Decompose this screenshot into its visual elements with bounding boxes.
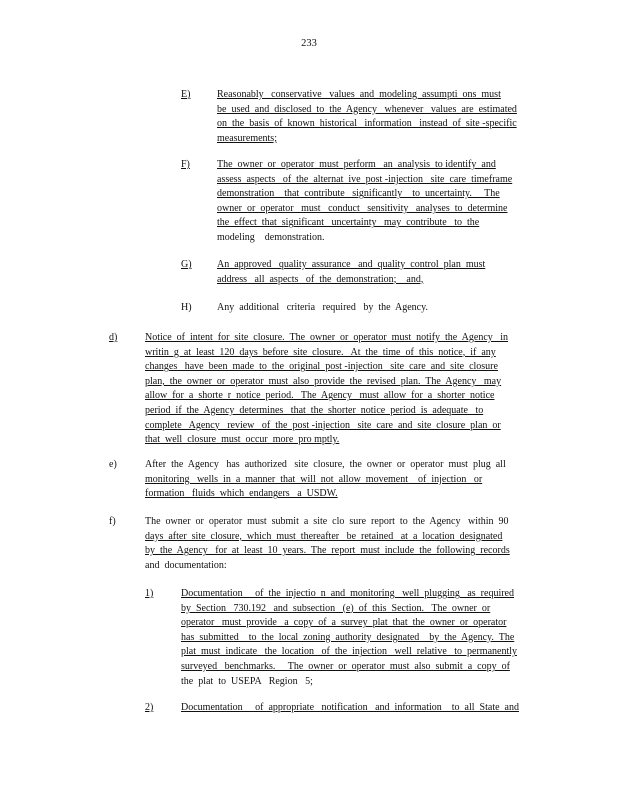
text-line: Notice of intent for site closure. The owner or operator must notify the Agency in — [145, 332, 509, 343]
text-line: measurements; — [217, 132, 277, 144]
item-text — [217, 158, 512, 246]
text-line: allow for a shorte r notice period. The Agency must allow for a shorter notice — [145, 390, 495, 402]
page-number: 233 — [301, 38, 317, 49]
text-line: An approved quality assurance and quality control plan must — [217, 259, 486, 270]
text-line: The owner or operator must submit a site clo sure report to the Agency within 90 — [145, 516, 509, 527]
text-line: has submitted to the local zoning authority designated by the Agency. The — [181, 631, 515, 643]
text-line: After the Agency has authorized site closure, the owner or operator must plug all — [145, 459, 506, 470]
text-line: owner or operator must conduct sensitivity analyses to determine — [217, 202, 508, 214]
item-text — [181, 701, 519, 716]
item-label: d) — [109, 332, 118, 343]
text-line: days after site closure, which must thereafter be retained at a location designated — [145, 530, 503, 542]
item-label: 2) — [145, 702, 154, 713]
text-line: Reasonably conservative values and modeling assumpti ons must — [217, 89, 501, 100]
text-line: modeling demonstration. — [217, 231, 325, 243]
item-label: e) — [109, 459, 117, 470]
item-label: f) — [109, 516, 116, 527]
item-text — [145, 331, 508, 448]
text-line: The owner or operator must perform an analysis to identify and — [217, 159, 496, 170]
text-line: writin g at least 120 days before site closure. At the time of this notice, if any — [145, 346, 496, 358]
text-line: and documentation: — [145, 559, 227, 571]
item-text — [181, 587, 517, 689]
text-line: plan, the owner or operator must also provide the revised plan. The Agency may — [145, 375, 502, 387]
text-line: Any additional criteria required by the Agency. — [217, 302, 428, 313]
text-line: demonstration that contribute significantly to uncertainty. The — [217, 188, 500, 200]
item-text — [217, 301, 428, 316]
text-line: by the Agency for at least 10 years. The report must include the following records — [145, 545, 510, 557]
text-line: plat must indicate the location of the injection well relative to permanently — [181, 646, 518, 658]
item-label: 1) — [145, 588, 154, 599]
item-label: F) — [181, 159, 190, 170]
text-line: surveyed benchmarks. The owner or operator must also submit a copy of — [181, 660, 510, 672]
text-line: be used and disclosed to the Agency whenever values are estimated — [217, 103, 517, 115]
text-line: address all aspects of the demonstration; and, — [217, 273, 424, 285]
text-line: formation fluids which endangers a USDW. — [145, 488, 338, 500]
item-label: G) — [181, 259, 192, 270]
text-line: on the basis of known historical information instead of site -specific — [217, 118, 517, 130]
text-line: monitoring wells in a manner that will not allow movement of injection or — [145, 473, 483, 485]
text-line: operator must provide a copy of a survey plat that the owner or operator — [181, 617, 507, 629]
item-label: H) — [181, 302, 192, 313]
text-line: Documentation of appropriate notification and information to all State and — [181, 702, 519, 713]
text-line: that well closure must occur more pro mptly. — [145, 434, 340, 446]
text-line: complete Agency review of the post -injection site care and site closure plan or — [145, 419, 501, 431]
item-text — [217, 258, 485, 287]
text-line: the plat to USEPA Region 5; — [181, 675, 313, 687]
text-line: period if the Agency determines that the shorter notice period is adequate to — [145, 404, 484, 416]
text-line: by Section 730.192 and subsection (e) of this Section. The owner or — [181, 602, 491, 614]
item-text — [145, 458, 506, 502]
text-line: assess aspects of the alternat ive post -injection site care timeframe — [217, 173, 513, 185]
item-text — [145, 515, 510, 573]
text-line: the effect that significant uncertainty may contribute to the — [217, 217, 480, 229]
text-line: Documentation of the injectio n and monitoring well plugging as required — [181, 588, 514, 599]
item-text — [217, 88, 517, 146]
item-label: E) — [181, 89, 191, 100]
text-line: changes have been made to the original post -injection site care and site closure — [145, 361, 498, 373]
